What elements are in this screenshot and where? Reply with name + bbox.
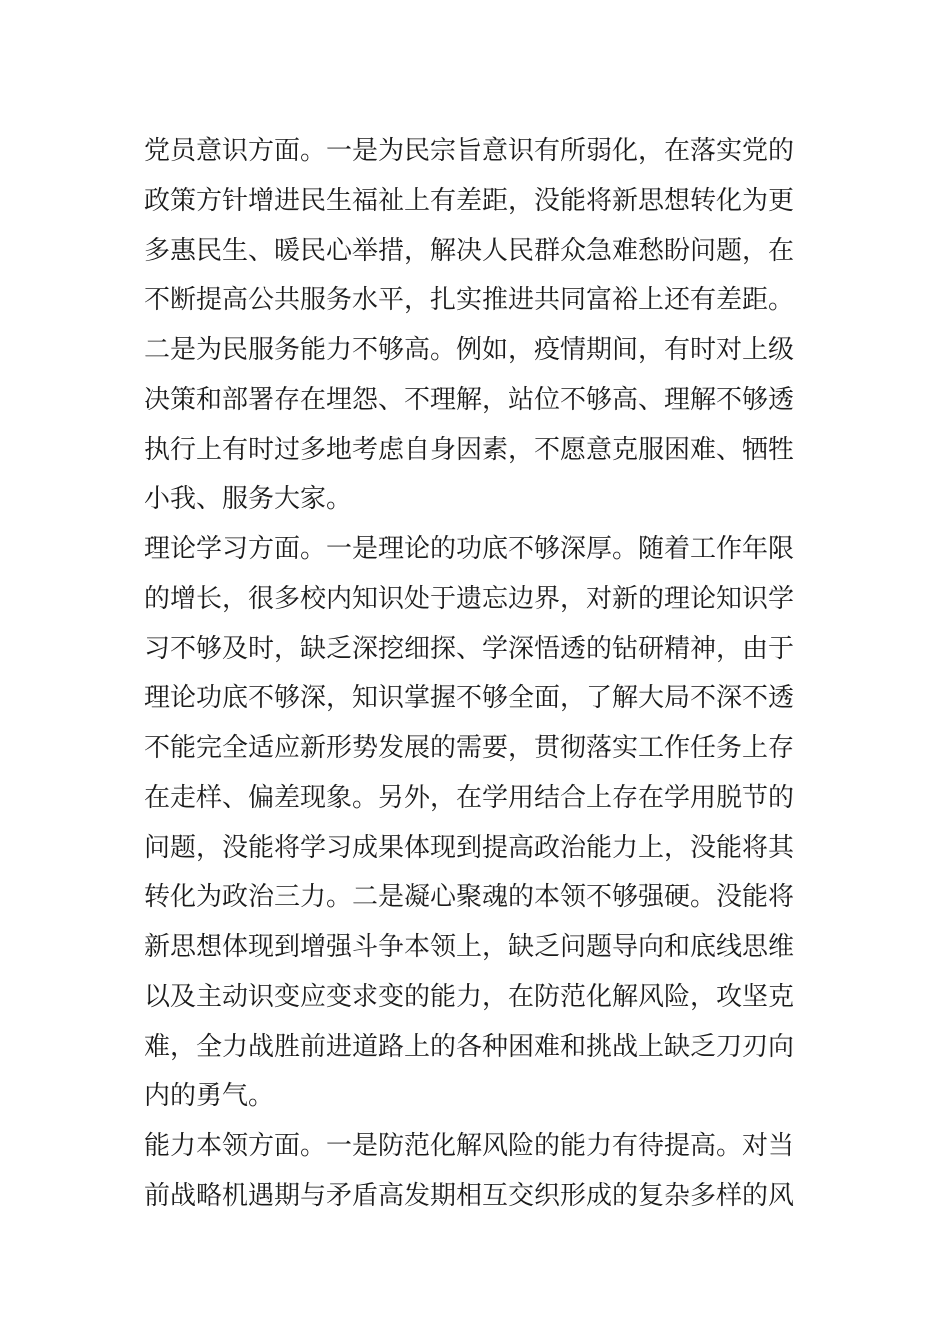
text-line: 政策方针增进民生福祉上有差距，没能将新思想转化为更 — [144, 185, 795, 216]
text-line: 新思想体现到增强斗争本领上，缺乏问题导向和底线思维 — [144, 932, 795, 962]
text-line: 小我、服务大家。 — [144, 484, 353, 515]
text-line: 二是为民服务能力不够高。例如，疫情期间，有时对上级 — [144, 335, 795, 365]
text-line: 多惠民生、暖民心举措，解决人民群众急难愁盼问题，在 — [144, 235, 795, 266]
text-line: 以及主动识变应变求变的能力，在防范化解风险，攻坚克 — [144, 981, 795, 1012]
text-line: 的增长，很多校内知识处于遗忘边界，对新的理论知识学 — [144, 583, 795, 614]
text-line: 内的勇气。 — [144, 1081, 275, 1112]
text-line: 决策和部署存在埋怨、不理解，站位不够高、理解不够透 — [144, 384, 795, 415]
text-line: 转化为政治三力。二是凝心聚魂的本领不够强硬。没能将 — [144, 882, 795, 913]
text-line: 能力本领方面。一是防范化解风险的能力有待提高。对当 — [144, 1131, 795, 1161]
text-line: 不能完全适应新形势发展的需要，贯彻落实工作任务上存 — [144, 733, 795, 763]
text-line: 在走样、偏差现象。另外，在学用结合上存在学用脱节的 — [144, 782, 795, 813]
text-line: 习不够及时，缺乏深挖细探、学深悟透的钻研精神，由于 — [144, 633, 795, 664]
text-line: 难，全力战胜前进道路上的各种困难和挑战上缺乏刀刃向 — [144, 1031, 795, 1062]
text-line: 党员意识方面。一是为民宗旨意识有所弱化，在落实党的 — [144, 136, 795, 166]
document-body — [144, 127, 814, 1222]
text-line: 不断提高公共服务水平，扎实推进共同富裕上还有差距。 — [144, 285, 795, 316]
text-line: 理论学习方面。一是理论的功底不够深厚。随着工作年限 — [144, 534, 795, 564]
text-line: 问题，没能将学习成果体现到提高政治能力上，没能将其 — [144, 832, 795, 863]
text-line: 执行上有时过多地考虑自身因素，不愿意克服困难、牺牲 — [144, 434, 795, 465]
text-line: 前战略机遇期与矛盾高发期相互交织形成的复杂多样的风 — [144, 1180, 795, 1211]
text-line: 理论功底不够深，知识掌握不够全面，了解大局不深不透 — [144, 683, 795, 714]
